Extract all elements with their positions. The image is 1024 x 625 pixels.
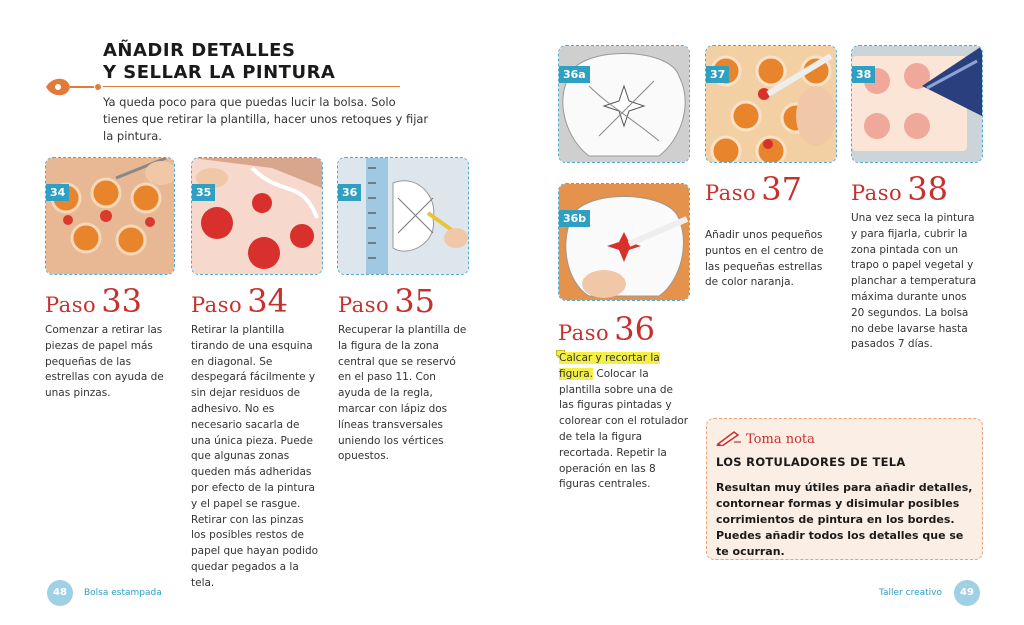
step-35-heading: Paso 35 xyxy=(338,282,435,320)
title-divider xyxy=(103,86,400,87)
pencil-note-icon xyxy=(716,430,742,450)
photo-badge-34: 34 xyxy=(46,184,69,201)
step-38-text: Una vez seca la pintura y para fijarla, cubrir la zona pintada con un trapo o papel vegetal y planchar a temperatura máxima durante unos 20 segundos. La bolsa no debe lavarse hasta pasados 7 días. xyxy=(851,212,977,351)
step-37-text: Añadir unos pequeños puntos en el centro de las pequeñas estrellas de color naranja. xyxy=(705,229,824,289)
photo-badge-35: 35 xyxy=(192,184,215,201)
step-35-photo xyxy=(191,157,323,275)
page-number-left: 48 xyxy=(47,580,73,606)
intro-text: Ya queda poco para que puedas lucir la bolsa. Solo tienes que retirar la plantilla, hacer unos retoques y fijar la pintura. xyxy=(103,95,429,143)
photo-badge-38: 38 xyxy=(852,66,875,83)
step-37-photo xyxy=(705,45,837,163)
step-34-photo xyxy=(45,157,175,275)
photo-badge-37: 37 xyxy=(706,66,729,83)
step-36-heading: Paso 36 xyxy=(558,310,655,348)
title-ornament-icon xyxy=(44,74,102,104)
step-38-heading: Paso 38 xyxy=(851,170,948,208)
step-36-highlight[interactable]: Calcar y recortar la figura. xyxy=(559,352,660,380)
step-35-text: Recuperar la plantilla de la figura de la zona central que se reservó en el paso 11. Con ayuda de la regla, marcar con lápiz dos líneas transversales uniendo los vértices opuestos. xyxy=(338,324,467,463)
photo-badge-36: 36 xyxy=(338,184,361,201)
photo-badge-36a: 36a xyxy=(559,66,590,83)
page-number-right: 49 xyxy=(954,580,980,606)
step-36a-photo xyxy=(558,45,690,163)
step-33-heading: Paso 33 xyxy=(45,282,142,320)
page-title: AÑADIR DETALLES Y SELLAR LA PINTURA xyxy=(103,40,336,83)
step-34-text: Retirar la plantilla tirando de una esquina en diagonal. Se despegará fácilmente y sin dejar residuos de adhesivo. No es necesario sacarla de una única pieza. Puede que algunas zonas queden más adheridas por efecto de la pintura y el papel se rasgue. Retirar con las pinzas los posibles restos de papel que hayan podido quedar pegados a la tela. xyxy=(191,324,319,589)
footer-right-label: Taller creativo xyxy=(879,588,942,598)
footer-left-label: Bolsa estampada xyxy=(84,588,162,598)
step-34-heading: Paso 34 xyxy=(191,282,288,320)
step-36-text: Calcar y recortar la figura. Colocar la plantilla sobre una de las figuras pintadas y colorear con el rotulador de tela la figura recortada. Repetir la operación en las 8 figuras centrales. xyxy=(559,352,689,491)
photo-badge-36b: 36b xyxy=(559,210,590,227)
step-36-photo xyxy=(337,157,469,275)
step-33-text: Comenzar a retirar las piezas de papel más pequeñas de las estrellas con ayuda de unas pinzas. xyxy=(45,324,164,400)
step-38-photo xyxy=(851,45,983,163)
note-body: Resultan muy útiles para añadir detalles, contornear formas y disimular posibles corrimientos de pintura en los bordes. Puedes añadir todos los detalles que se te ocurran. xyxy=(716,481,973,558)
step-36b-photo xyxy=(558,183,690,301)
step-37-heading: Paso 37 xyxy=(705,170,802,208)
note-header: Toma nota xyxy=(716,430,815,450)
note-title: LOS ROTULADORES DE TELA xyxy=(716,455,906,469)
